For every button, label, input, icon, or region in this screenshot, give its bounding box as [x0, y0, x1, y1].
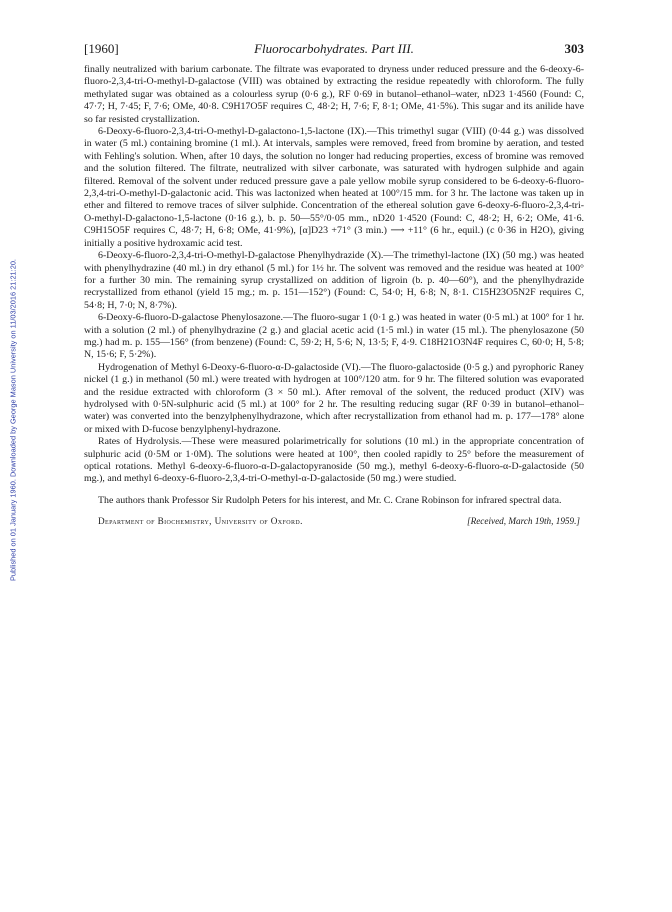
page-number: 303 [564, 41, 584, 56]
header-year: [1960] [84, 41, 119, 56]
paragraph-phenylhydrazide: 6-Deoxy-6-fluoro-2,3,4-tri-O-methyl-D-galactose Phenylhydrazide (X).—The trimethyl-lactone (IX) (50 mg.) was heated with phenylhydrazine (40 ml.) in dry ethanol (5 ml.) for 1½ hr. The solvent was removed and the residue was heated at 100° for a further 30 min. The remaining syrup crystallized on addition of ligroin (b. p. 40—60°), and the phenylhydrazide recrystallized from ethanol (yield 15 mg.; m. p. 151—152°) (Found: C, 54·0; H, 6·8; N, 8·1. C15H23O5N2F requires C, 54·8; H, 7·0; N, 8·7%). [84, 250, 584, 311]
header-title: Fluorocarbohydrates. Part III. [254, 41, 414, 56]
paragraph-phenylosazone: 6-Deoxy-6-fluoro-D-galactose Phenylosazone.—The fluoro-sugar 1 (0·1 g.) was heated in water (0·5 ml.) at 100° for 1 hr. with a solution (2 ml.) of phenylhydrazine (2 g.) and glacial acetic acid (1·5 ml.) in water (15 ml.). The phenylosazone (50 mg.) had m. p. 155—156° (from benzene) (Found: C, 59·2; H, 5·6; N, 13·5; F, 4·9. C18H21O3N4F requires C, 60·0; H, 5·8; N, 15·6; F, 5·2%). [84, 312, 584, 361]
received-date: [Received, March 19th, 1959.] [467, 516, 580, 527]
paragraph-hydrolysis-rates: Rates of Hydrolysis.—These were measured polarimetrically for solutions (10 ml.) in the appropriate concentration of sulphuric acid (0·5M or 1·0M). The solutions were heated at 100°, then cooled rapidly to 25° before the measurement of optical rotations. Methyl 6-deoxy-6-fluoro-α-D-galactopyranoside (50 mg.), methyl 6-deoxy-6-fluoro-α-D-galactoside (50 mg.), and methyl 6-deoxy-6-fluoro-2,3,4-tri-O-methyl-α-D-galactoside (50 mg.) were studied. [84, 436, 584, 485]
article-footer [84, 515, 584, 529]
paragraph-hydrogenation: Hydrogenation of Methyl 6-Deoxy-6-fluoro-α-D-galactoside (VI).—The fluoro-galactoside (0·5 g.) and pyrophoric Raney nickel (1 g.) in methanol (50 ml.) were treated with hydrogen at 100°/120 atm. for 9 hr. The filtered solution was evaporated and the residue extracted with chloroform (3 × 50 ml.). After removal of the solvent, the reduced product (XIV) was hydrolysed with 0·5N-sulphuric acid (5 ml.) at 100° for 2 hr. The resulting reducing sugar (RF 0·39 in butanol–ethanol–water) was converted into the benzylphenylhydrazone, which after recrystallization from ethanol had m. p. 177—178° alone or mixed with D-fucose benzylphenyl-hydrazone. [84, 361, 584, 435]
paragraph-methylated-sugar: finally neutralized with barium carbonate. The filtrate was evaporated to dryness under reduced pressure and the 6-deoxy-6-fluoro-2,3,4-tri-O-methyl-D-galactose (VIII) was obtained by extracting the residue repeatedly with chloroform. The fully methylated sugar was obtained as a colourless syrup (0·6 g.), RF 0·69 in butanol–ethanol–water, nD23 1·4560 (Found: C, 47·7; H, 7·45; F, 7·6; OMe, 40·8. C9H17O5F requires C, 48·2; H, 7·6; F, 8·1; OMe, 41·5%). This sugar and its anilide have so far resisted crystallization. [84, 64, 584, 125]
paragraph-acknowledgements: The authors thank Professor Sir Rudolph Peters for his interest, and Mr. C. Crane Robinson for infrared spectral data. [98, 494, 562, 506]
article-body [84, 64, 584, 529]
department-affiliation: Department of Biochemistry, University of Oxford. [98, 516, 303, 527]
running-header [84, 41, 584, 57]
download-notice-text: Published on 01 January 1960. Downloaded by George Mason University on 11/03/2016 21:21:20. [8, 259, 18, 581]
paragraph-lactone: 6-Deoxy-6-fluoro-2,3,4-tri-O-methyl-D-galactono-1,5-lactone (IX).—This trimethyl sugar (VIII) (0·44 g.) was dissolved in water (5 ml.) containing bromine (1 ml.). At intervals, samples were removed, freed from bromine by aeration, and tested with Fehling's solution. When, after 10 days, the solution no longer had reducing properties, excess of bromine was removed and the solution filtered. The filtrate, neutralized with silver carbonate, was saturated with hydrogen sulphide and again filtered. Removal of the solvent under reduced pressure gave a pale yellow mobile syrup considered to be 6-deoxy-6-fluoro-2,3,4-tri-O-methyl-D-galactonic acid. This was lactonized when heated at 100°/15 mm. for 3 hr. The lactone was taken up in ether and filtered to remove traces of silver sulphide. Concentration of the ethereal solution gave 6-deoxy-6-fluoro-2,3,4-tri-O-methyl-D-galactono-1,5-lactone (0·16 g.), b. p. 50—55°/0·05 mm., nD20 1·4520 (Found: C, 48·2; H, 6·2; OMe, 41·6. C9H15O5F requires C, 48·7; H, 6·8; OMe, 41·9%), [α]D23 +71° (3 min.) ⟶ +11° (6 hr., equil.) (c 0·36 in H2O), giving initially a positive hydroxamic acid test. [84, 126, 584, 249]
download-notice [6, 170, 20, 670]
